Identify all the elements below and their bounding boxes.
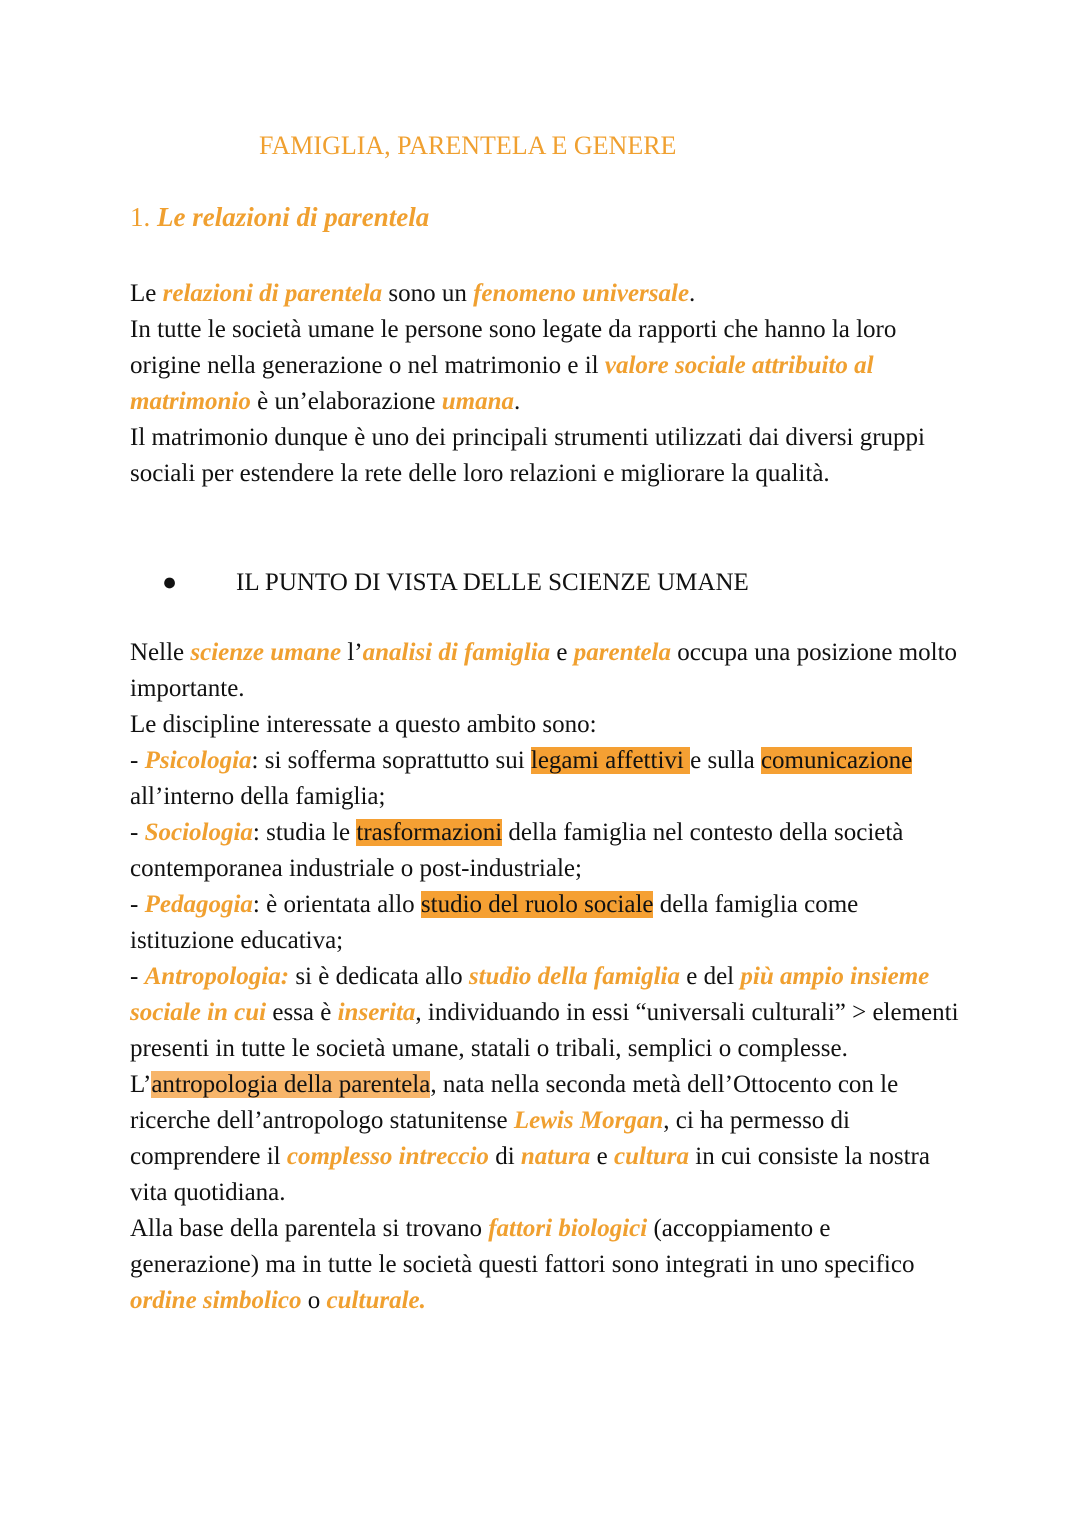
list-item-sociologia: - Sociologia: studia le trasformazioni della famiglia nel contesto della società contemporanea industriale o post-industriale; [130,819,904,882]
intro-paragraph-1: Le relazioni di parentela sono un fenomeno universale. [130,280,696,307]
term-umana: umana [441,388,515,415]
section-title: Le relazioni di parentela [157,202,430,232]
term-fattori-biologici: fattori biologici [488,1215,648,1242]
highlight-antropologia-della-parentela: antropologia della parentela [151,1071,431,1098]
bullet-heading-text: IL PUNTO DI VISTA DELLE SCIENZE UMANE [236,569,749,596]
highlight-studio-del-ruolo-sociale: studio del ruolo sociale [420,891,654,918]
intro-paragraph-3: Il matrimonio dunque è uno dei principali strumenti utilizzati dai diversi gruppi sociali per estendere la rete delle loro relazioni e migliorare la qualità. [130,424,925,487]
term-scienze-umane: scienze umane [190,639,342,666]
body-paragraph-1: Nelle scienze umane l’analisi di famiglia e parentela occupa una posizione molto importante. [130,639,958,702]
term-psicologia: Psicologia [144,747,252,774]
term-fenomeno-universale: fenomeno universale [473,280,690,307]
list-item-psicologia: - Psicologia: si sofferma soprattutto sui legami affettivi e sulla comunicazione all’interno della famiglia; [130,747,913,810]
term-piu-ampio-insieme-sociale: più ampio insieme sociale in cui [130,963,930,1026]
term-sociologia: Sociologia [144,819,253,846]
term-culturale: culturale. [326,1287,426,1314]
term-natura: natura [520,1143,591,1170]
highlight-comunicazione: comunicazione [760,747,913,774]
term-cultura: cultura [613,1143,690,1170]
term-analisi-di-famiglia: analisi di famiglia [362,639,551,666]
body-paragraph-2: Le discipline interessate a questo ambito sono: [130,711,597,738]
term-lewis-morgan: Lewis Morgan [513,1107,664,1134]
intro-paragraph-2: In tutte le società umane le persone sono legate da rapporti che hanno la loro origine nella generazione o nel matrimonio e il valore sociale attribuito al matrimonio è un’elaborazione umana. [130,316,897,415]
body-paragraph-3: L’antropologia della parentela, nata nella seconda metà dell’Ottocento con le ricerche dell’antropologo statunitense Lewis Morgan, ci ha permesso di comprendere il complesso intreccio di natura e cultura in cui consiste la nostra vita quotidiana. [130,1071,930,1206]
intro-block [130,276,960,492]
term-complesso-intreccio: complesso intreccio [286,1143,489,1170]
document-title: FAMIGLIA, PARENTELA E GENERE [259,131,677,160]
term-inserita: inserita [337,999,416,1026]
list-item-pedagogia: - Pedagogia: è orientata allo studio del ruolo sociale della famiglia come istituzione educativa; [130,891,859,954]
highlight-legami-affettivi: legami affettivi [530,747,691,774]
section-heading [130,202,429,233]
term-valore-sociale: valore sociale attribuito al matrimonio [130,352,874,415]
term-antropologia: Antropologia: [144,963,290,990]
list-item-antropologia: - Antropologia: si è dedicata allo studio della famiglia e del più ampio insieme sociale in cui essa è inserita, individuando in essi “universali culturali” > elementi presenti in tutte le società umane, statali o tribali, semplici o complesse. [130,963,959,1062]
highlight-trasformazioni: trasformazioni [356,819,503,846]
term-parentela: parentela [573,639,671,666]
term-studio-della-famiglia: studio della famiglia [468,963,680,990]
term-ordine-simbolico: ordine simbolico [130,1287,302,1314]
bullet-dot-icon: ● [162,569,178,596]
bullet-heading [162,565,749,601]
body-paragraph-4: Alla base della parentela si trovano fattori biologici (accoppiamento e generazione) ma in tutte le società questi fattori sono integrati in uno specifico ordine simbolico o culturale. [130,1215,915,1314]
term-pedagogia: Pedagogia [144,891,253,918]
section-number: 1. [130,202,151,232]
body-block [130,635,960,1319]
term-relazioni-di-parentela: relazioni di parentela [162,280,383,307]
